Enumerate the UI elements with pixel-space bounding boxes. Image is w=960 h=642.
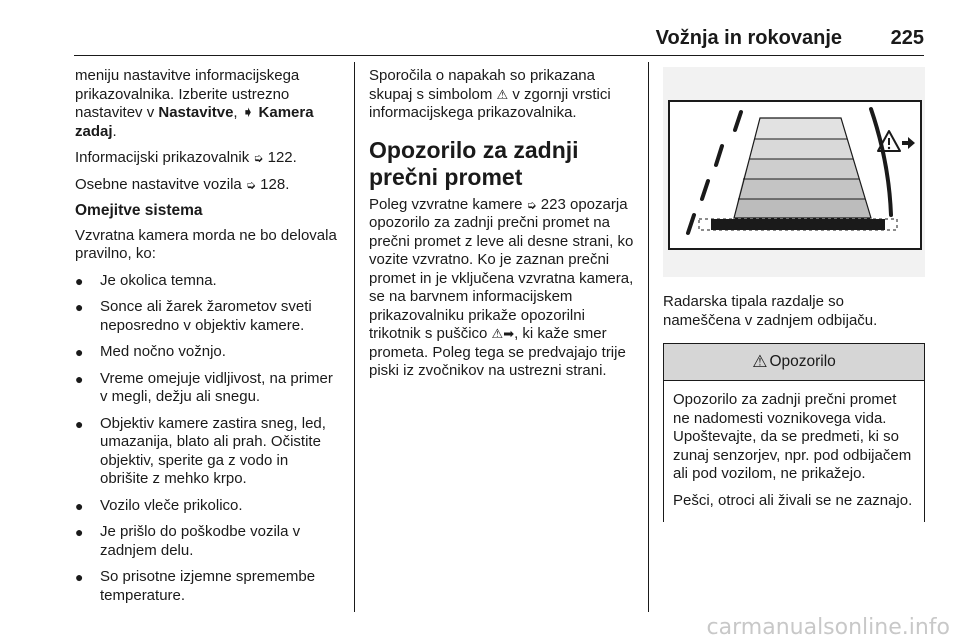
list-item-text: Vozilo vleče prikolico. xyxy=(100,496,243,514)
bullet-icon: ● xyxy=(75,370,84,387)
left-paragraph-2 xyxy=(75,149,340,168)
column-divider-left xyxy=(354,62,355,612)
column-divider-right xyxy=(648,62,649,612)
list-item-text: Sonce ali žarek žarometov sveti neposredno v objektiv kamere. xyxy=(100,298,312,334)
bullet-icon: ● xyxy=(75,569,84,585)
bumper-bar xyxy=(711,219,885,230)
list-item xyxy=(75,497,340,516)
distance-zone-mid xyxy=(743,159,859,179)
left-column xyxy=(75,67,340,613)
middle-paragraph-2-body: 223 opozarja opozorilo za zadnji prečni promet na prečni promet z leve ali desne strani, ko vozite vzvratno. Ko je zaznan prečni promet in je vključena vzvratna kamera, se na barvnem informacijskem prikazovalniku prikaže opozorilni trikotnik s puščico xyxy=(369,195,634,342)
list-item xyxy=(75,523,340,560)
middle-paragraph-2-end: , ki kaže smer prometa. Poleg tega se predvajajo trije piski iz zvočnikov na ustrezni strani. xyxy=(369,325,626,379)
warning-box xyxy=(663,343,925,522)
warning-box-header xyxy=(664,344,924,381)
list-item xyxy=(75,415,340,489)
bullet-icon: ● xyxy=(75,415,84,432)
section-heading-rear-cross-traffic: Opozorilo za zadnji prečni promet xyxy=(369,136,579,190)
middle-paragraph-1-text: Sporočila o napakah so prikazana skupaj s simbolom xyxy=(369,67,595,103)
list-item-text: Je prišlo do poškodbe vozila v zadnjem delu. xyxy=(100,523,301,559)
left-paragraph-1 xyxy=(75,67,340,141)
limitations-intro: Vzvratna kamera morda ne bo delovala pravilno, ko: xyxy=(75,226,337,262)
warning-triangle-arrow-icon: ⚠➡ xyxy=(491,326,515,341)
page-number: 225 xyxy=(890,27,924,49)
warning-box-paragraph-1: Opozorilo za zadnji prečni promet ne nadomesti voznikovega vida. Upoštevajte, da se predmeti, ki so zunaj senzorjev, npr. pod odbijačem ali pod vozilom, ne prikažejo. xyxy=(673,391,912,482)
middle-paragraph-2-text: Poleg vzvratne kamere xyxy=(369,195,527,213)
running-title: Vožnja in rokovanje xyxy=(655,27,842,49)
rear-camera-display-svg xyxy=(663,67,925,277)
warning-triangle-icon: ⚠ xyxy=(496,86,509,102)
period: . xyxy=(112,122,117,140)
figure-caption: Radarska tipala razdalje so nameščena v zadnjem odbijaču. xyxy=(663,293,878,329)
menu-item-kamera-zadaj: Kamera zadaj xyxy=(75,104,314,140)
page-reference: 122. xyxy=(263,149,297,166)
page-reference: 128. xyxy=(256,175,290,193)
reference-arrow-icon: ➭ xyxy=(253,151,264,165)
right-column xyxy=(663,67,925,522)
middle-paragraph-1 xyxy=(369,67,636,123)
separator: , xyxy=(233,104,242,121)
list-item-text: So prisotne izjemne spremembe temperature. xyxy=(100,568,316,604)
warning-box-paragraph-2: Pešci, otroci ali živali se ne zaznajo. xyxy=(673,491,913,509)
bullet-icon: ● xyxy=(75,524,84,540)
list-item-text: Vreme omejuje vidljivost, na primer v megli, dežju ali snegu. xyxy=(100,369,333,405)
list-item-text: Med nočno vožnjo. xyxy=(100,343,226,360)
distance-zone-far xyxy=(755,118,847,139)
warning-exclamation-dot xyxy=(888,147,890,149)
menu-item-nastavitve: Nastavitve xyxy=(158,104,234,121)
section-heading-limitations: Omejitve sistema xyxy=(75,202,203,219)
warning-triangle-icon: ⚠ xyxy=(752,351,768,371)
middle-paragraph-2 xyxy=(369,196,636,381)
middle-column xyxy=(369,67,636,389)
bullet-icon: ● xyxy=(75,299,84,315)
watermark: carmanualsonline.info xyxy=(706,615,950,640)
distance-zone-near xyxy=(738,179,865,199)
list-item xyxy=(75,568,340,605)
middle-paragraph-1-end: v zgornji vrstici informacijskega prikazovalnika. xyxy=(369,85,611,121)
bullet-icon: ● xyxy=(75,344,84,360)
header-rule xyxy=(74,55,924,56)
distance-zone-closest xyxy=(734,199,871,218)
list-item-text: Objektiv kamere zastira sneg, led, umazanija, blato ali prah. Očistite objektiv, sperite ga z vodo in obrišite z mehko krpo. xyxy=(100,414,326,487)
left-paragraph-1-text: meniju nastavitve informacijskega prikazovalnika. Izberite ustrezno nastavitev v xyxy=(75,67,300,121)
menu-arrow-icon: ➧ xyxy=(241,104,255,121)
list-item xyxy=(75,272,340,291)
warning-box-body xyxy=(664,381,924,522)
bullet-icon: ● xyxy=(75,272,84,289)
list-item-text: Je okolica temna. xyxy=(100,271,217,289)
reference-arrow-icon: ➭ xyxy=(245,177,256,192)
left-paragraph-2-text: Informacijski prikazovalnik xyxy=(75,149,254,166)
list-item xyxy=(75,370,340,407)
left-paragraph-3 xyxy=(75,176,340,195)
distance-zone-mid-far xyxy=(749,139,853,159)
list-item xyxy=(75,343,340,362)
left-paragraph-3-text: Osebne nastavitve vozila xyxy=(75,175,246,193)
bullet-icon: ● xyxy=(75,497,84,514)
limitations-list xyxy=(75,272,340,606)
warning-box-title: Opozorilo xyxy=(769,352,836,370)
list-item xyxy=(75,298,340,335)
page-header xyxy=(0,0,960,60)
rear-camera-display-illustration xyxy=(663,67,925,277)
reference-arrow-icon: ➭ xyxy=(526,197,537,212)
